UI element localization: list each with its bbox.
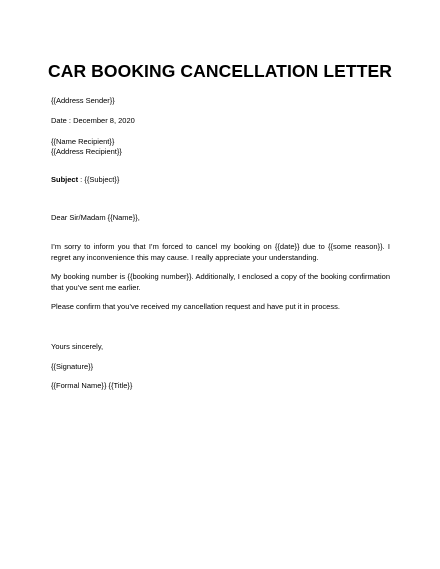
subject-line [51,175,391,186]
formal-name: {{Formal Name}} {{Title}} [51,381,133,390]
address-recipient: {{Address Recipient}} [51,147,122,156]
paragraph-1: I’m sorry to inform you that I’m forced to cancel my booking on {{date}} due to {{some reason}}. I regret any inconvenience this may cause. I really appreciate your understanding. [51,242,390,262]
date-line: Date : December 8, 2020 [51,116,135,125]
address-sender: {{Address Sender}} [51,96,115,105]
paragraph-2: My booking number is {{booking number}}. Additionally, I enclosed a copy of the booking confirmation that you’ve sent me earlier. [51,272,390,292]
paragraph-3: Please confirm that you’ve received my cancellation request and have put it in process. [51,302,340,311]
subject-value: : {{Subject}} [78,175,120,184]
closing: Yours sincerely, [51,342,104,351]
name-recipient: {{Name Recipient}} [51,137,115,146]
signature: {{Signature}} [51,362,94,371]
letter-title: CAR BOOKING CANCELLATION LETTER [47,61,392,81]
subject-label: Subject [51,175,79,184]
salutation: Dear Sir/Madam {{Name}}, [51,213,140,222]
